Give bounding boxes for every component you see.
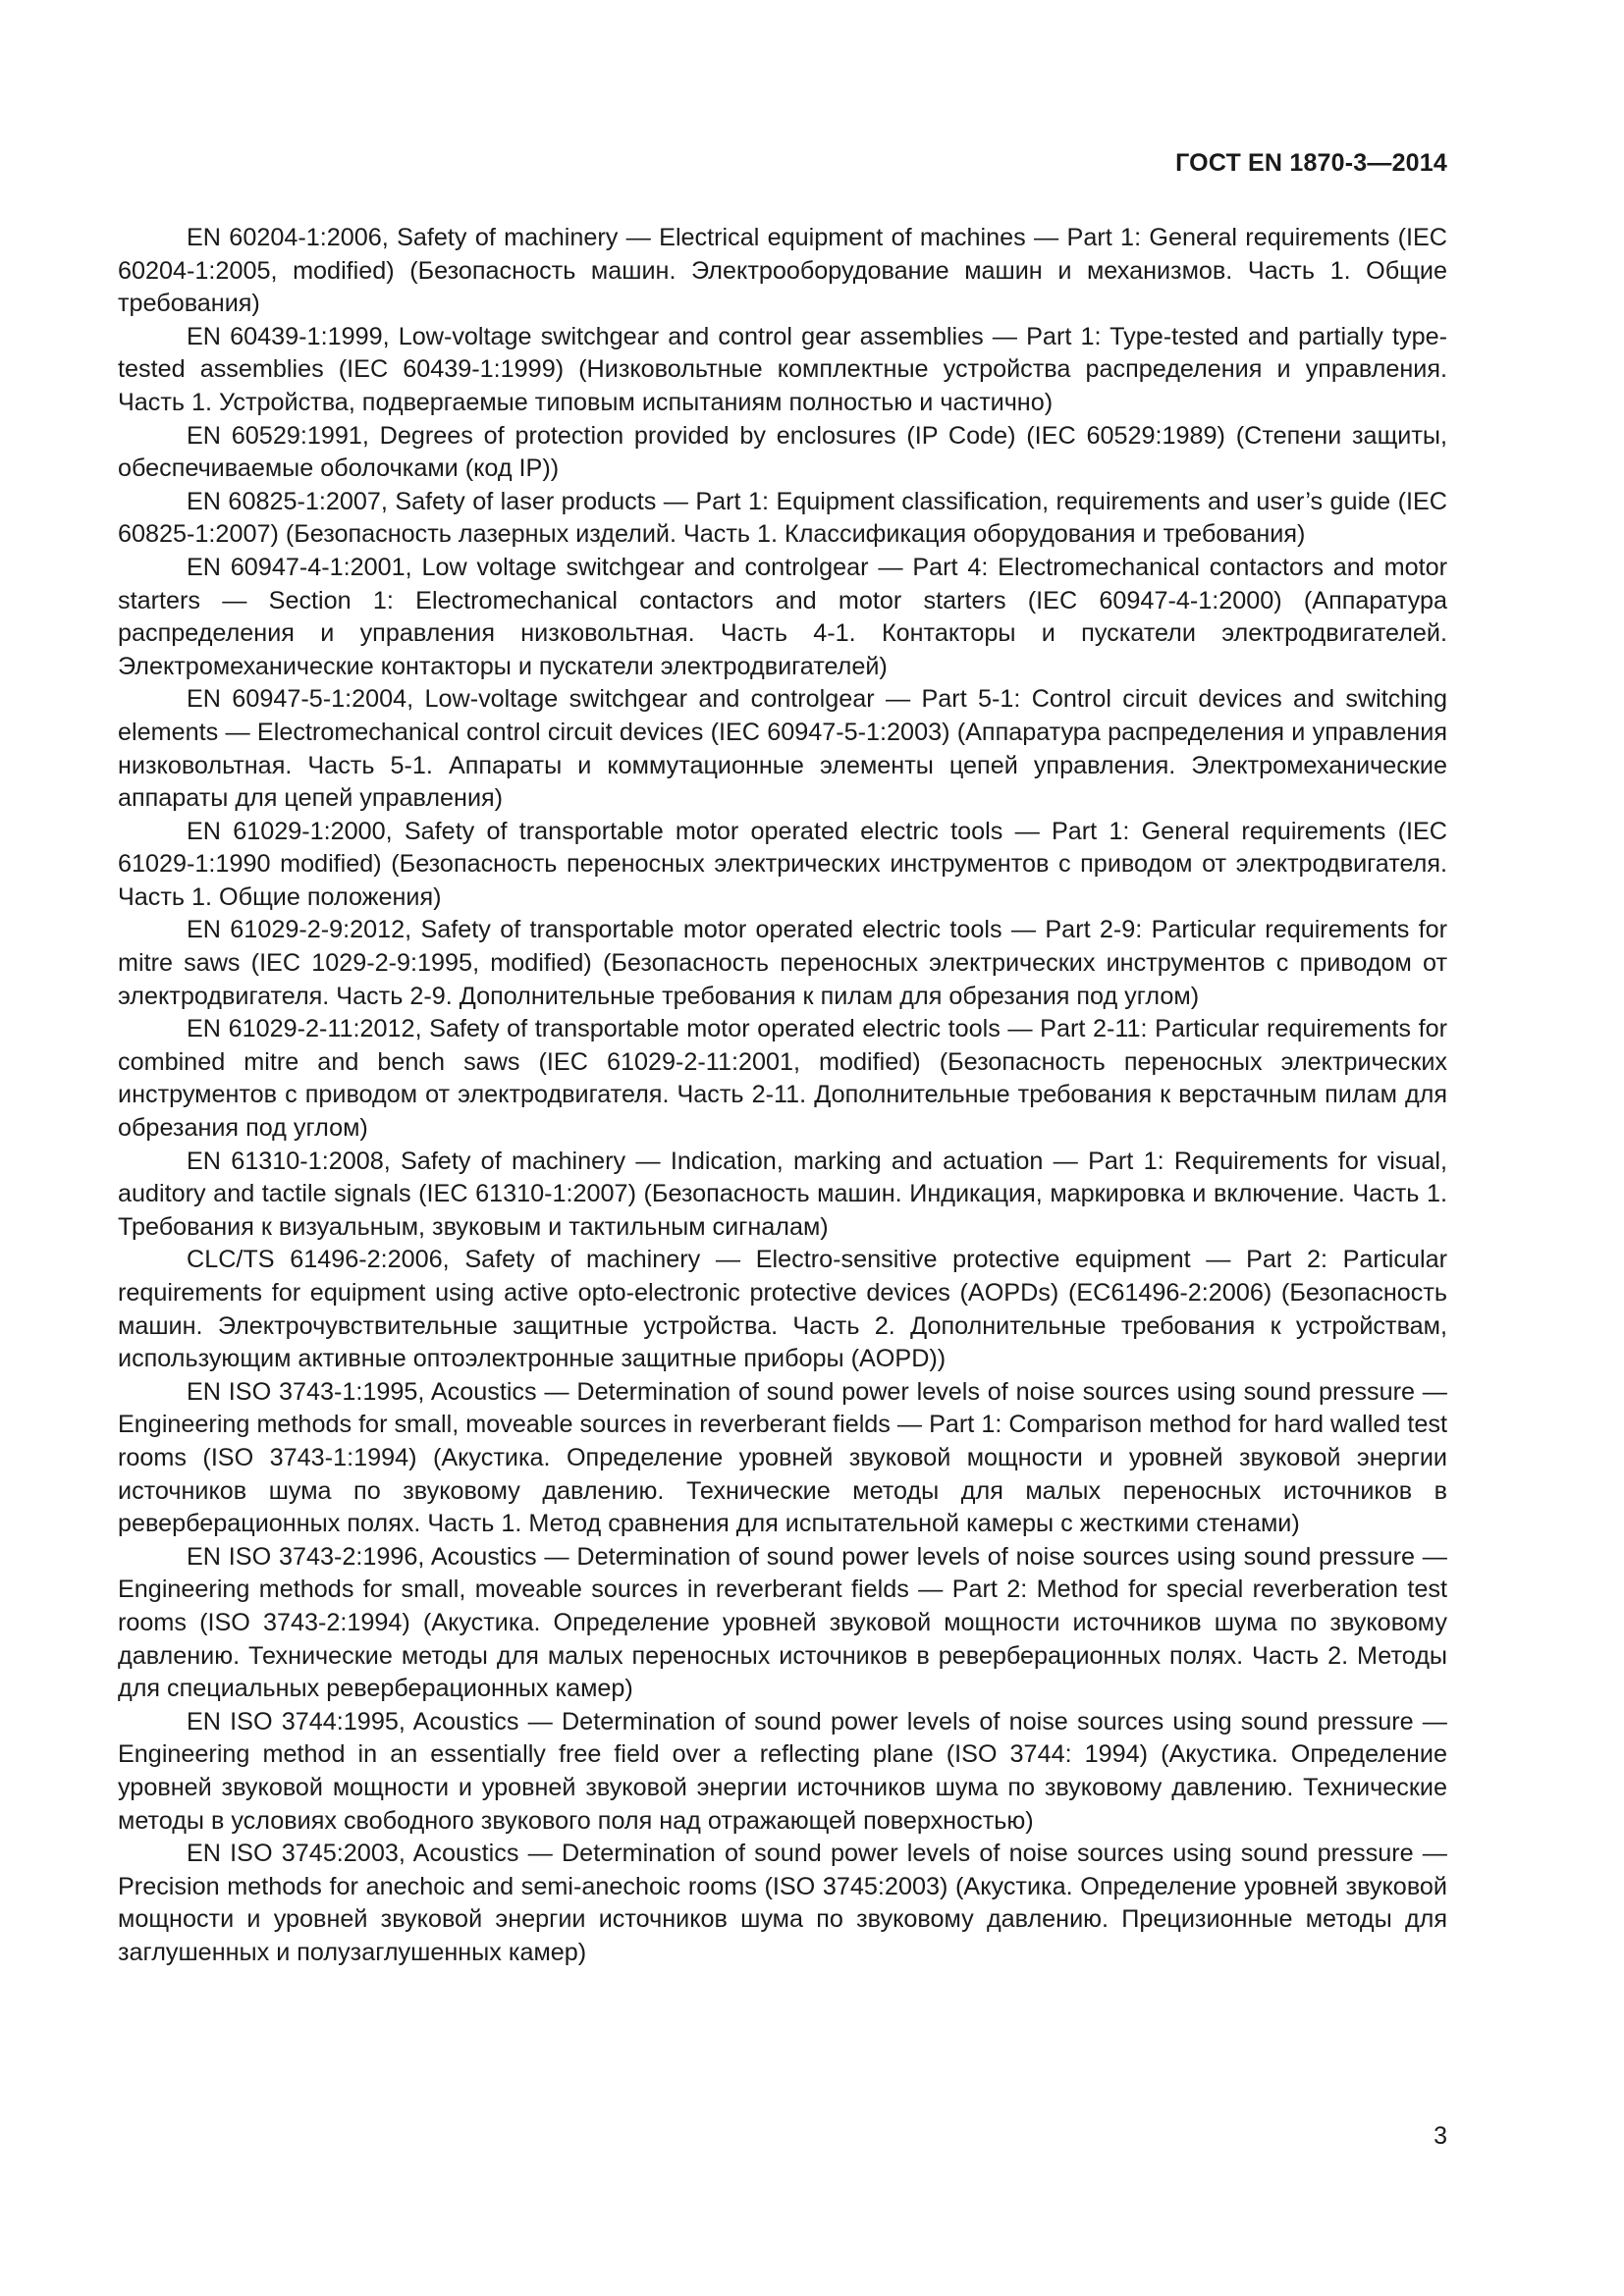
- reference-entry: EN 61029-2-11:2012, Safety of transportable motor operated electric tools — Part 2-11: Particular requirements for combined mitre and bench saws (IEC 61029-2-11:2001, modified) (Безопасность переносных электрических инструментов с приводом от электродвигателя. Часть 2-11. Дополнительные требования к верстачным пилам для обрезания под углом): [118, 1015, 1447, 1143]
- reference-entry: EN 60825-1:2007, Safety of laser products — Part 1: Equipment classification, requirements and user’s guide (IEC 60825-1:2007) (Безопасность лазерных изделий. Часть 1. Классификация оборудования и требования): [118, 487, 1447, 549]
- document-code-header: ГОСТ EN 1870-3—2014: [1175, 149, 1447, 177]
- reference-entry: EN 61029-1:2000, Safety of transportable motor operated electric tools — Part 1: General requirements (IEC 61029-1:1990 modified) (Безопасность переносных электрических инструментов с приводом от электродвигателя. Часть 1. Общие положения): [118, 817, 1447, 911]
- reference-entry: EN ISO 3743-1:1995, Acoustics — Determination of sound power levels of noise sources using sound pressure — Engineering methods for small, moveable sources in reverberant fields — Part 1: Comparison method for hard walled test rooms (ISO 3743-1:1994) (Акустика. Определение уровней звуковой мощности и уровней звуковой энергии источников шума по звуковому давлению. Технические методы для малых переносных источников в реверберационных полях. Часть 1. Метод сравнения для испытательной камеры с жесткими стенами): [118, 1377, 1447, 1538]
- reference-entry: EN 60439-1:1999, Low-voltage switchgear and control gear assemblies — Part 1: Type-tested and partially type-tested assemblies (IEC 60439-1:1999) (Низковольтные комплектные устройства распределения и управления. Часть 1. Устройства, подвергаемые типовым испытаниям полностью и частично): [118, 322, 1447, 416]
- reference-entry: EN ISO 3744:1995, Acoustics — Determination of sound power levels of noise sources using sound pressure — Engineering method in an essentially free field over a reflecting plane (ISO 3744: 1994) (Акустика. Определение уровней звуковой мощности и уровней звуковой энергии источников шума по звуковому давлению. Технические методы в условиях свободного звукового поля над отражающей поверхностью): [118, 1707, 1447, 1835]
- page-number: 3: [1434, 2122, 1447, 2150]
- reference-entry: EN ISO 3743-2:1996, Acoustics — Determination of sound power levels of noise sources using sound pressure — Engineering methods for small, moveable sources in reverberant fields — Part 2: Method for special reverberation test rooms (ISO 3743-2:1994) (Акустика. Определение уровней звуковой мощности источников шума по звуковому давлению. Технические методы для малых переносных источников в реверберационных полях. Часть 2. Методы для специальных реверберационных камер): [118, 1542, 1447, 1703]
- reference-entry: CLC/TS 61496-2:2006, Safety of machinery — Electro-sensitive protective equipment — Part 2: Particular requirements for equipment using active opto-electronic protective devices (AOPDs) (EC61496-2:2006) (Безопасность машин. Электрочувствительные защитные устройства. Часть 2. Дополнительные требования к устройствам, использующим активные оптоэлектронные защитные приборы (AOPD)): [118, 1246, 1447, 1373]
- reference-entry: EN 61029-2-9:2012, Safety of transportable motor operated electric tools — Part 2-9: Particular requirements for mitre saws (IEC 1029-2-9:1995, modified) (Безопасность переносных электрических инструментов с приводом от электродвигателя. Часть 2-9. Дополнительные требования к пилам для обрезания под углом): [118, 916, 1447, 1010]
- reference-entry: EN 60947-5-1:2004, Low-voltage switchgear and controlgear — Part 5-1: Control circuit devices and switching elements — Electromechanical control circuit devices (IEC 60947-5-1:2003) (Аппаратура распределения и управления низковольтная. Часть 5-1. Аппараты и коммутационные элементы цепей управления. Электромеханические аппараты для цепей управления): [118, 685, 1447, 813]
- normative-references-list: [118, 222, 1447, 1969]
- reference-entry: EN ISO 3745:2003, Acoustics — Determination of sound power levels of noise sources using sound pressure — Precision methods for anechoic and semi-anechoic rooms (ISO 3745:2003) (Акустика. Определение уровней звуковой мощности и уровней звуковой энергии источников шума по звуковому давлению. Прецизионные методы для заглушенных и полузаглушенных камер): [118, 1840, 1447, 1966]
- reference-entry: EN 61310-1:2008, Safety of machinery — Indication, marking and actuation — Part 1: Requirements for visual, auditory and tactile signals (IEC 61310-1:2007) (Безопасность машин. Индикация, маркировка и включение. Часть 1. Требования к визуальным, звуковым и тактильным сигналам): [118, 1147, 1447, 1241]
- reference-entry: EN 60204-1:2006, Safety of machinery — Electrical equipment of machines — Part 1: General requirements (IEC 60204-1:2005, modified) (Безопасность машин. Электрооборудование машин и механизмов. Часть 1. Общие требования): [118, 224, 1447, 318]
- reference-entry: EN 60529:1991, Degrees of protection provided by enclosures (IP Code) (IEC 60529:1989) (Степени защиты, обеспечиваемые оболочками (код IP)): [118, 421, 1447, 483]
- reference-entry: EN 60947-4-1:2001, Low voltage switchgear and controlgear — Part 4: Electromechanical contactors and motor starters — Section 1: Electromechanical contactors and motor starters (IEC 60947-4-1:2000) (Аппаратура распределения и управления низковольтная. Часть 4-1. Контакторы и пускатели электродвигателей. Электромеханические контакторы и пускатели электродвигателей): [118, 553, 1447, 680]
